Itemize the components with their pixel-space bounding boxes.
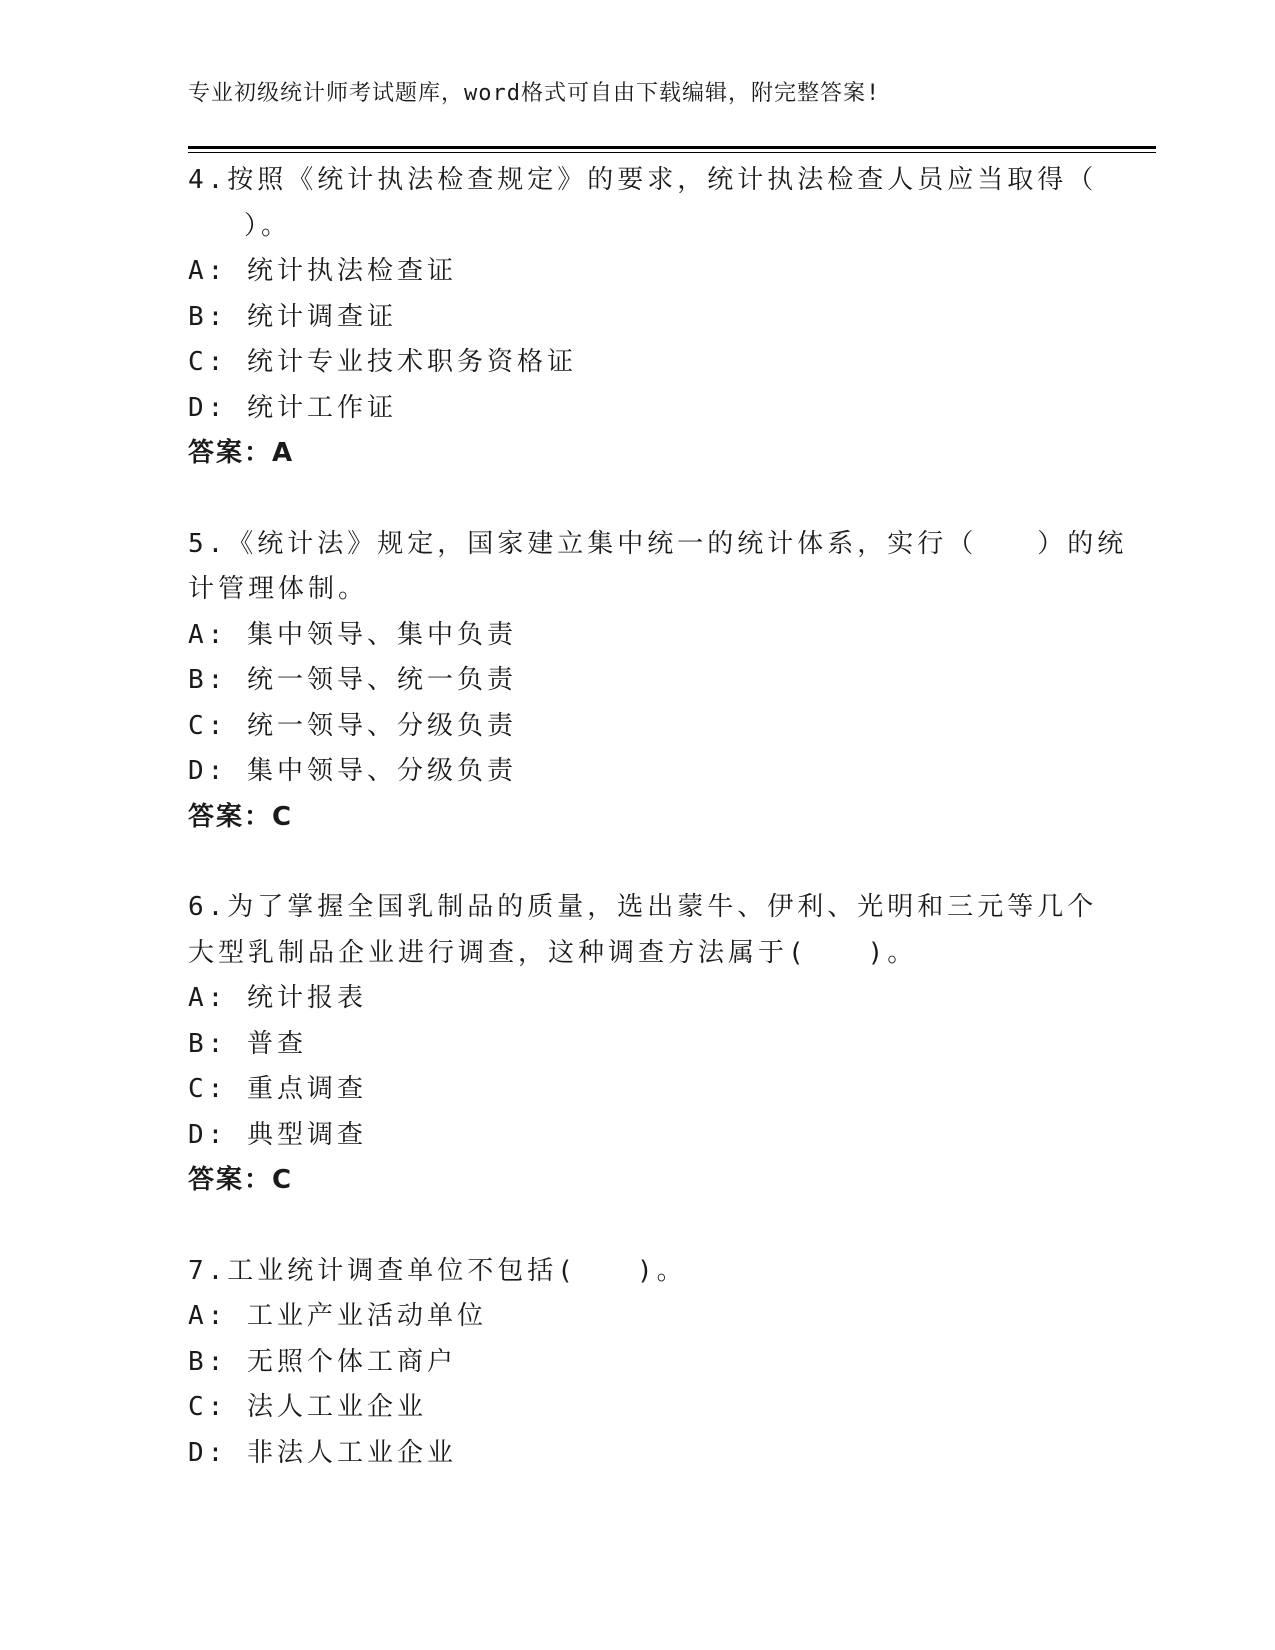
option-b: B: 普查 [188, 1028, 307, 1059]
question-stem-line: ）。 [214, 210, 292, 241]
answer-label: 答案：C [188, 801, 294, 832]
option-c: C: 统一领导、分级负责 [188, 710, 517, 741]
question-stem-line: 大型乳制品企业进行调查，这种调查方法属于( )。 [188, 937, 918, 968]
option-a: A: 集中领导、集中负责 [188, 619, 517, 650]
question-stem-line: 6.为了掌握全国乳制品的质量，选出蒙牛、伊利、光明和三元等几个 [188, 892, 1098, 922]
question-list [188, 158, 1128, 1521]
question-4 [188, 158, 1098, 477]
option-d: D: 集中领导、分级负责 [188, 756, 517, 786]
page-header: 专业初级统计师考试题库，word格式可自由下载编辑，附完整答案! [188, 81, 881, 106]
option-a: A: 统计执法检查证 [188, 256, 457, 286]
option-d: D: 统计工作证 [188, 392, 397, 423]
question-stem-line: 7.工业统计调查单位不包括( )。 [188, 1255, 687, 1286]
question-7 [188, 1249, 1088, 1477]
answer-label: 答案：A [188, 438, 295, 468]
option-b: B: 统计调查证 [188, 301, 397, 332]
question-stem-line: 计管理体制。 [188, 574, 369, 604]
option-d: D: 非法人工业企业 [188, 1437, 457, 1468]
question-6 [188, 885, 1098, 1204]
question-stem-line: 5.《统计法》规定，国家建立集中统一的统计体系，实行（ ）的统 [188, 528, 1128, 559]
answer-label: 答案：C [188, 1165, 294, 1195]
header-divider-thin [188, 152, 1156, 153]
option-a: A: 统计报表 [188, 983, 367, 1013]
option-a: A: 工业产业活动单位 [188, 1301, 487, 1331]
option-d: D: 典型调查 [188, 1119, 367, 1150]
option-c: C: 统计专业技术职务资格证 [188, 347, 577, 377]
option-c: C: 法人工业企业 [188, 1392, 427, 1422]
header-divider-thick [188, 146, 1156, 149]
question-5 [188, 522, 1128, 841]
option-b: B: 无照个体工商户 [188, 1346, 457, 1377]
option-c: C: 重点调查 [188, 1074, 367, 1104]
option-b: B: 统一领导、统一负责 [188, 665, 517, 695]
question-stem-line: 4.按照《统计执法检查规定》的要求，统计执法检查人员应当取得（ [188, 165, 1098, 195]
